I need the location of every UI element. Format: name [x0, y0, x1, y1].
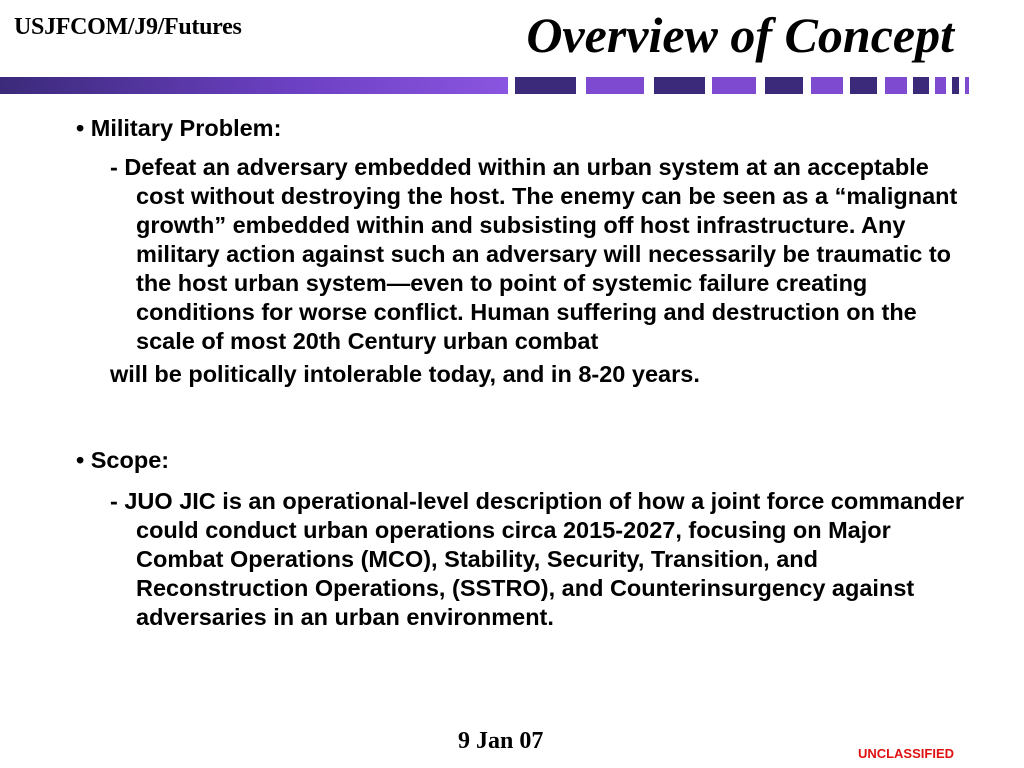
title-rule-segment: [850, 77, 877, 94]
problem-text-main: - Defeat an adversary embedded within an urban system at an acceptable cost without destroying the host. The enemy can be seen as a “malignant growth” embedded within and subsisting off host infrastructure. Any military action against such an adversary will necessarily be traumatic to the host urban system—even to point of systemic failure creating conditions for worse conflict. Human suffering and destruction on the scale of most 20th Century urban combat: [110, 154, 958, 354]
slide-date: 9 Jan 07: [458, 728, 544, 754]
organization-label: USJFCOM/J9/Futures: [14, 14, 242, 40]
title-rule-segment: [913, 77, 929, 94]
problem-text-last: will be politically intolerable today, and in 8-20 years.: [110, 361, 700, 387]
scope-text: - JUO JIC is an operational-level description of how a joint force commander could conduct urban operations circa 2015-2027, focusing on Major Combat Operations (MCO), Stability, Security, Transition, and Reconstruction Operations, (SSTRO), and Counterinsurgency against adversaries in an urban environment.: [110, 488, 964, 630]
slide-body: [76, 114, 966, 632]
scope-heading: • Scope:: [76, 447, 170, 473]
problem-text: [110, 153, 966, 392]
title-rule-segment: [515, 77, 576, 94]
title-rule-segment: [885, 77, 907, 94]
title-rule-segment: [811, 77, 843, 94]
title-rule-segment: [654, 77, 705, 94]
classification-marking: UNCLASSIFIED: [857, 746, 954, 761]
title-rule-segment: [765, 77, 803, 94]
title-rule-segment: [935, 77, 946, 94]
title-rule-gradient: [0, 77, 508, 94]
title-rule-segment: [965, 77, 969, 94]
title-rule: [0, 77, 1024, 94]
problem-heading: • Military Problem:: [76, 115, 282, 141]
title-rule-segment: [952, 77, 959, 94]
title-rule-segment: [712, 77, 756, 94]
title-rule-segment: [586, 77, 644, 94]
slide-title: Overview of Concept: [526, 7, 954, 63]
